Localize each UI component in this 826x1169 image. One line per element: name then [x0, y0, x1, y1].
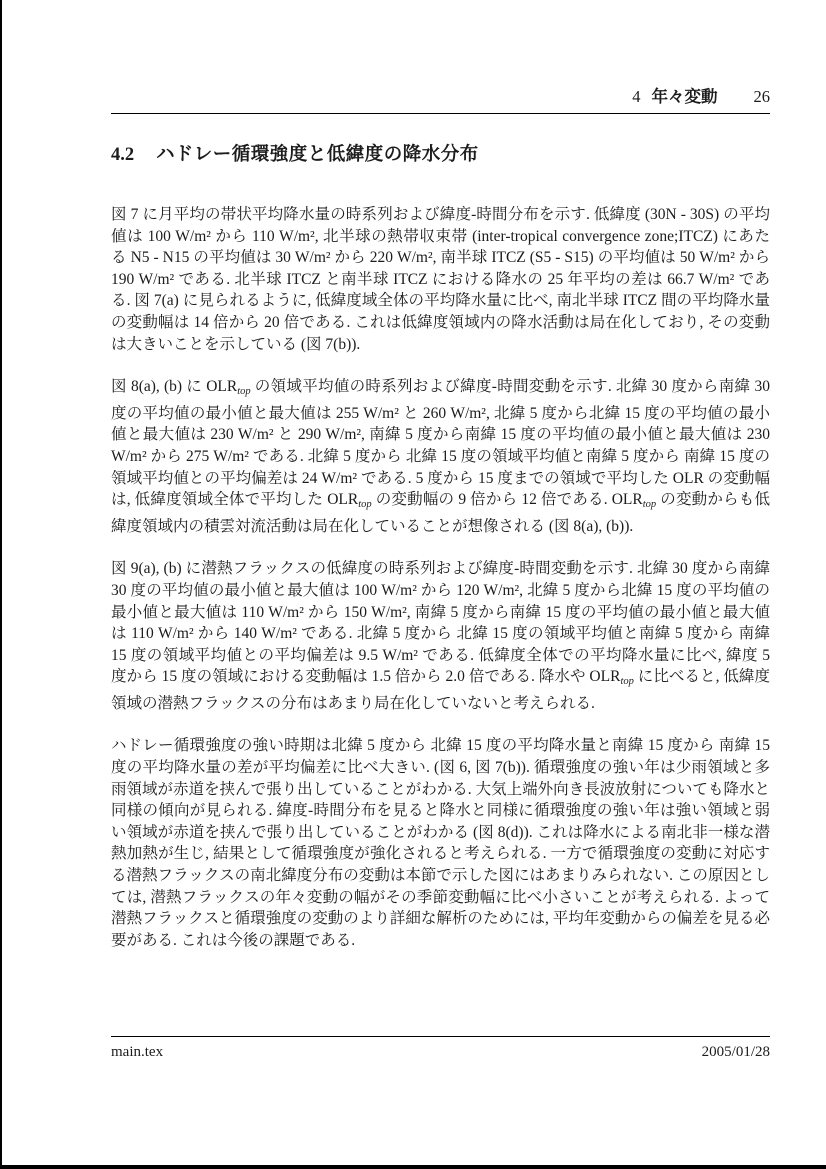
header-section-name: 年々変動 — [651, 88, 718, 106]
section-heading — [111, 140, 770, 166]
header-page-number: 26 — [753, 87, 770, 106]
paragraph — [111, 376, 770, 537]
paragraph-text: の変動幅の 9 倍から 12 倍である. OLR — [371, 491, 643, 509]
scan-edge-bottom — [0, 1165, 826, 1169]
paragraph — [111, 735, 770, 951]
footer-filename: main.tex — [111, 1044, 164, 1060]
paragraph-text: に比べると, 低緯度領域の潜熱フラックスの分布はあまり局在化していないと考えられる. — [111, 668, 770, 712]
body-text — [111, 204, 770, 951]
section-title: ハドレー循環強度と低緯度の降水分布 — [156, 143, 479, 164]
footer-row — [111, 1044, 770, 1061]
header-section-number: 4 — [632, 87, 641, 106]
scan-edge-left — [0, 0, 2, 1169]
subscript-text: top — [642, 499, 657, 511]
paragraph-text: 図 8(a), (b) に OLR — [111, 378, 238, 396]
paragraph-text: の領域平均値の時系列および緯度-時間変動を示す. 北緯 30 度から南緯 30 度の平均値の最小値と最大値は 255 W/m² と 260 W/m², 北緯 5 度から北緯 15 度の平均値の最小値と最大値は 230 W/m² と 290 W/m², 南緯 5 度から南緯 15 度の平均値の最小値と最大値は 230 W/m² から 275 W/m² である. 北緯 5 度から 北緯 15 度の領域平均値と南緯 5 度から 南緯 15 度の領域平均値との平均偏差は 24 W/m² である. 5 度から 15 度までの領域で平均した OLR の変動幅は, 低緯度領域全体で平均した OLR — [111, 378, 770, 509]
subscript-text: top — [237, 386, 251, 398]
page-footer — [111, 1036, 770, 1061]
paragraph — [111, 558, 770, 714]
subscript-text: top — [620, 676, 634, 688]
subscript-text: top — [358, 499, 372, 511]
paragraph-text: の変動からも低緯度領域内の積雲対流活動は局在化していることが想像される (図 8(a), (b)). — [111, 491, 770, 535]
section-number: 4.2 — [111, 145, 135, 165]
paragraph — [111, 204, 770, 355]
footer-rule — [111, 1036, 770, 1037]
footer-date: 2005/01/28 — [701, 1044, 770, 1060]
paragraph-text: 図 9(a), (b) に潜熱フラックスの低緯度の時系列および緯度-時間変動を示す. 北緯 30 度から南緯 30 度の平均値の最小値と最大値は 100 W/m² から 120 W/m², 北緯 5 度から北緯 15 度の平均値の最小値と最大値は 110 W/m² から 150 W/m², 南緯 5 度から南緯 15 度の平均値の最小値と最大値は 110 W/m² から 140 W/m² である. 北緯 5 度から 北緯 15 度の領域平均値と南緯 5 度から 南緯 15 度の領域平均値との平均偏差は 9.5 W/m² である. 低緯度全体での平均降水量に比べ, 緯度 5 度から 15 度の領域における変動幅は 1.5 倍から 2.0 倍である. 降水や OLR — [111, 560, 770, 686]
paragraph-text: 図 7 に月平均の帯状平均降水量の時系列および緯度-時間分布を示す. 低緯度 (30N - 30S) の平均値は 100 W/m² から 110 W/m², 北半球の熱帯収束帯 (inter-tropical convergence zone;ITCZ) にあたる N5 - N15 の平均値は 30 W/m² から 220 W/m², 南半球 ITCZ (S5 - S15) の平均値は 50 W/m² から 190 W/m² である. 北半球 ITCZ と南半球 ITCZ における降水の 25 年平均の差は 66.7 W/m² である. 図 7(a) に見られるように, 低緯度域全体の平均降水量に比べ, 南北半球 ITCZ 間の平均降水量の変動幅は 14 倍から 20 倍である. これは低緯度領域内の降水活動は局在化しており, その変動は大きいことを示している (図 7(b)). — [111, 206, 770, 353]
paragraph-text: ハドレー循環強度の強い時期は北緯 5 度から 北緯 15 度の平均降水量と南緯 15 度から 南緯 15 度の平均降水量の差が平均偏差に比べ大きい. (図 6, 図 7(b)). 循環強度の強い年は少雨領域と多雨領域が赤道を挟んで張り出していることがわかる. 大気上端外向き長波放射についても降水と同様の傾向が見られる. 緯度-時間分布を見ると降水と同様に循環強度の強い年は強い領域と弱い領域が赤道を挟んで張り出していることがわかる (図 8(d)). これは降水による南北非一様な潜熱加熱が生じ, 結果として循環強度が強化されると考えられる. 一方で循環強度の変動に対応する潜熱フラックスの南北緯度分布の変動は本節で示した図にはあまりみられない. この原因としては, 潜熱フラックスの年々変動の幅がその季節変動幅に比べ小さいことが考えられる. よって潜熱フラックスと循環強度の変動のより詳細な解析のためには, 平均年変動からの偏差を見る必要がある. これは今後の課題である. — [111, 737, 770, 949]
running-header — [111, 0, 770, 107]
header-rule — [111, 113, 770, 114]
text-block — [111, 0, 770, 972]
